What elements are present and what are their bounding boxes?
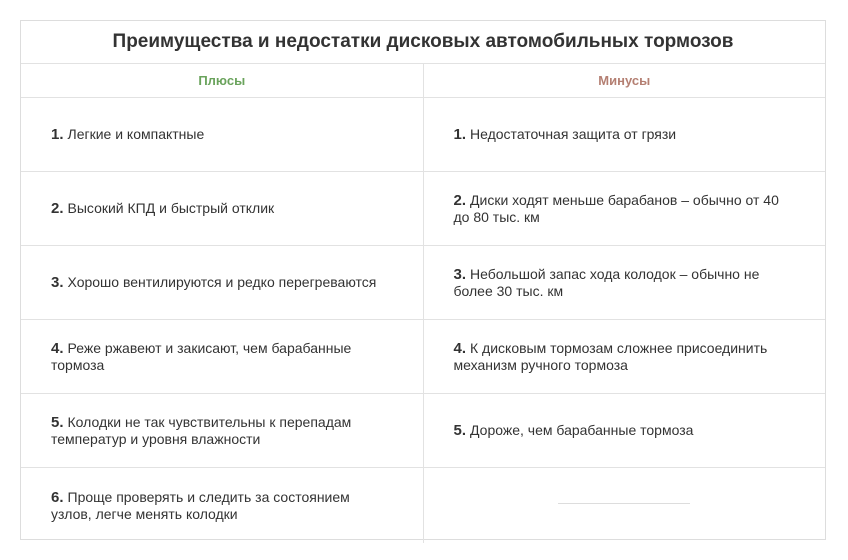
cons-header: Минусы: [598, 73, 651, 88]
con-number: 1.: [453, 126, 467, 143]
con-number: 5.: [453, 422, 467, 439]
pro-number: 3.: [51, 274, 64, 291]
pro-text-block: [51, 200, 274, 217]
con-text: Небольшой запас хода колодок – обычно не более 30 тыс. км: [453, 265, 760, 299]
con-cell: [424, 172, 826, 245]
table-row: [21, 320, 825, 394]
pro-cell: [21, 172, 424, 245]
con-cell: [424, 320, 826, 393]
con-number: 3.: [453, 265, 467, 283]
pro-cell: [21, 320, 424, 393]
con-text: Диски ходят меньше барабанов – обычно от 40 до 80 тыс. км: [453, 191, 779, 225]
pro-number: 2.: [51, 200, 64, 217]
pro-text-block: [51, 274, 376, 291]
pro-text: Реже ржавеют и закисают, чем барабанные тормоза: [51, 339, 352, 373]
con-text: К дисковым тормозам сложнее присоединить механизм ручного тормоза: [453, 339, 768, 373]
pro-text-block: [51, 126, 204, 143]
con-text-block: [454, 192, 796, 226]
pro-number: 4.: [51, 339, 64, 357]
pro-cell: [21, 98, 424, 171]
table-row: [21, 394, 825, 468]
pro-text: Колодки не так чувствительны к перепадам температур и уровня влажности: [51, 413, 352, 447]
pro-number: 6.: [51, 488, 64, 506]
con-text-block: [454, 126, 677, 143]
table-row: [21, 98, 825, 172]
pro-text: Проще проверять и следить за состоянием узлов, легче менять колодки: [51, 488, 350, 522]
pro-cell: [21, 394, 424, 467]
con-text-block: [454, 266, 796, 300]
table-row: [21, 468, 825, 543]
con-number: 4.: [453, 339, 467, 357]
pro-cell: [21, 468, 424, 543]
pro-text-block: [51, 340, 393, 374]
con-cell: [424, 246, 826, 319]
table-row: [21, 246, 825, 320]
pro-number: 5.: [51, 413, 64, 431]
pros-header: Плюсы: [21, 64, 424, 97]
table-header-row: [21, 64, 825, 98]
con-text-block: [454, 422, 694, 439]
pro-text: Легкие и компактные: [67, 126, 205, 142]
table-title: Преимущества и недостатки дисковых автомобильных тормозов: [21, 21, 825, 64]
con-text: Дороже, чем барабанные тормоза: [470, 422, 694, 438]
pro-cell: [21, 246, 424, 319]
con-cell: [424, 98, 826, 171]
pros-cons-table: [20, 20, 826, 540]
con-text: Недостаточная защита от грязи: [470, 126, 677, 142]
pro-text: Высокий КПД и быстрый отклик: [67, 200, 275, 216]
empty-divider: [558, 503, 690, 504]
pro-number: 1.: [51, 126, 64, 143]
pro-text-block: [51, 489, 393, 523]
pro-text: Хорошо вентилируются и редко перегреваются: [67, 274, 377, 290]
con-cell-empty: [424, 468, 826, 543]
con-text-block: [454, 340, 796, 374]
table-row: [21, 172, 825, 246]
pro-text-block: [51, 414, 393, 448]
con-number: 2.: [453, 191, 467, 209]
con-cell: [424, 394, 826, 467]
